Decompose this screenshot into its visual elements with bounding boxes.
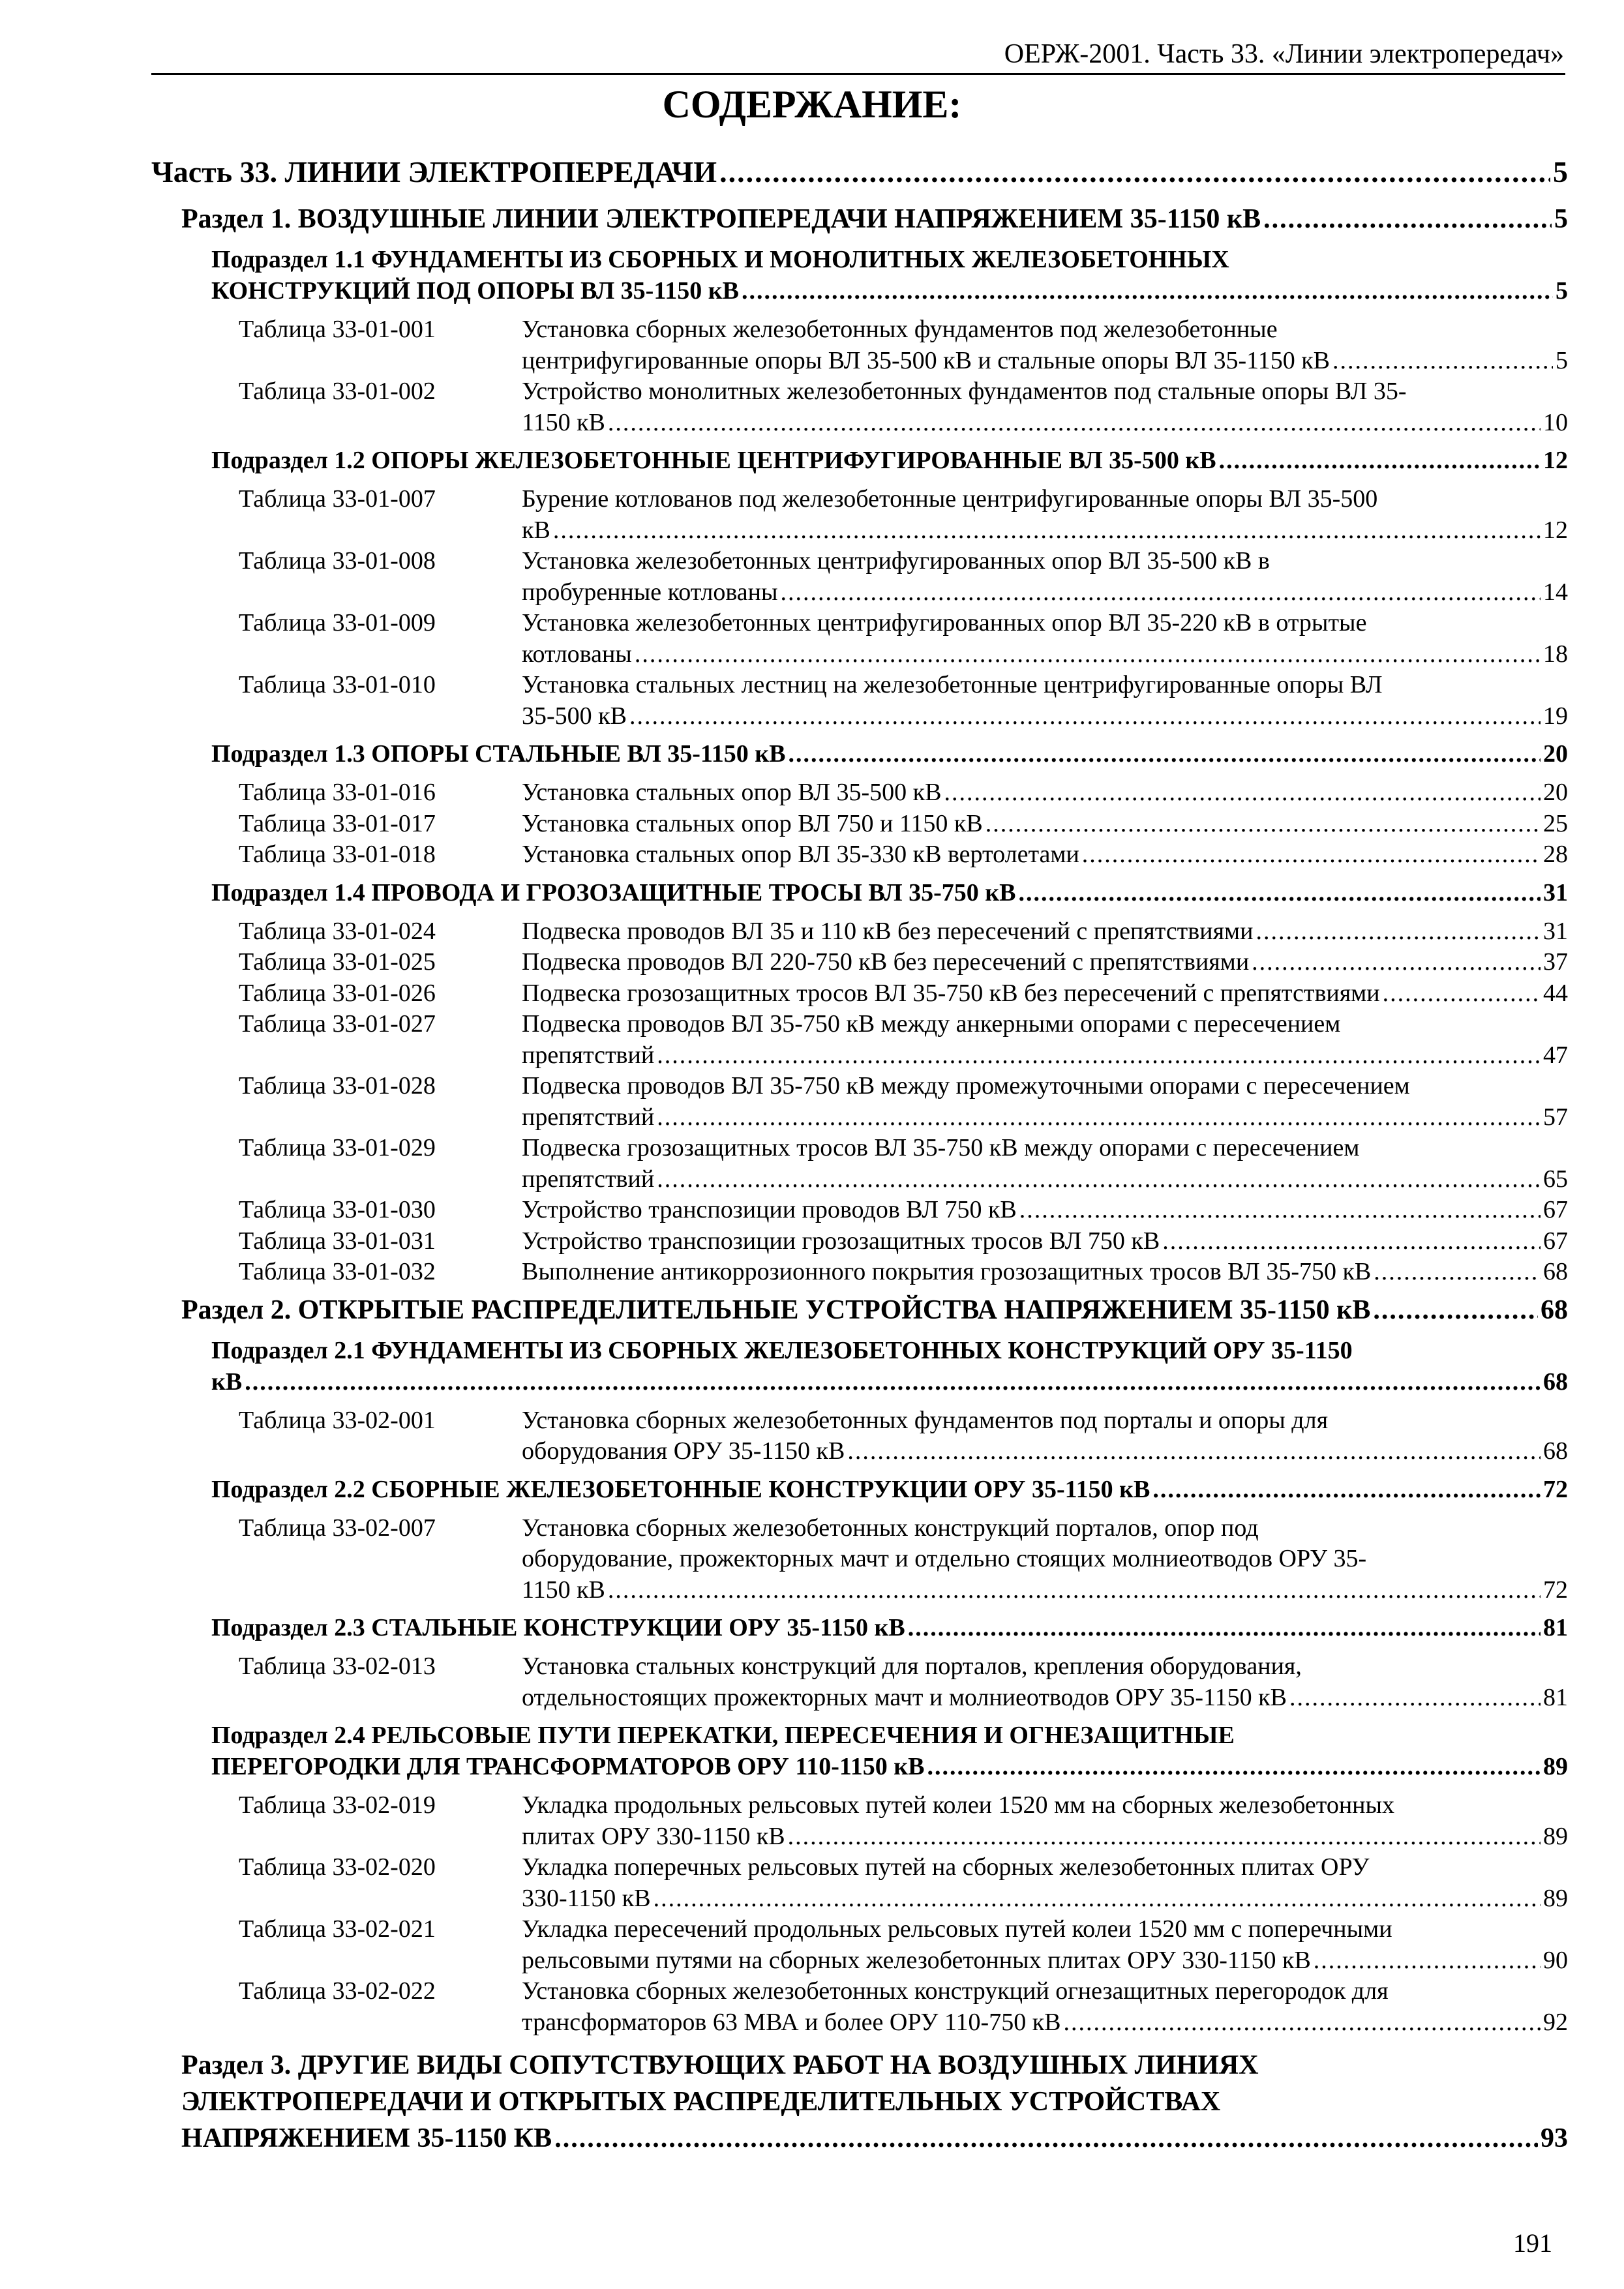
toc-entry-label-line: Установка стальных опор ВЛ 35-330 кВ вертолетами	[522, 841, 1079, 868]
dot-leader	[1374, 1257, 1541, 1288]
toc-page-number: 5	[1556, 277, 1568, 305]
toc-page-number: 5	[1553, 155, 1568, 188]
dot-leader	[908, 1612, 1541, 1643]
toc-entry-table-33-01-017[interactable]	[151, 809, 1568, 840]
table-number: Таблица 33-01-010	[239, 671, 436, 698]
dot-leader	[245, 1366, 1541, 1398]
table-number: Таблица 33-01-001	[239, 316, 436, 343]
toc-page-number: 10	[1543, 408, 1568, 436]
toc-entry-label-line: Раздел 3. ДРУГИЕ ВИДЫ СОПУТСТВУЮЩИХ РАБОТ НА ВОЗДУШНЫХ ЛИНИЯХ	[181, 2050, 1259, 2080]
toc-entry-section-1[interactable]	[151, 201, 1568, 237]
toc-entry-section-2[interactable]	[151, 1292, 1568, 1328]
dot-leader	[1082, 839, 1541, 871]
toc-entry-subsection-2-2[interactable]	[151, 1474, 1568, 1505]
toc-entry-label-line: центрифугированные опоры ВЛ 35-500 кВ и стальные опоры ВЛ 35-1150 кВ	[522, 346, 1331, 374]
dot-leader	[719, 153, 1550, 192]
toc-page-number: 5	[1556, 346, 1568, 374]
toc-entry-label-line: Установка сборных железобетонных фундаментов под порталы и опоры для	[522, 1406, 1329, 1434]
toc-page-number: 68	[1543, 1437, 1568, 1465]
table-number: Таблица 33-01-017	[239, 809, 436, 837]
dot-leader	[847, 1436, 1541, 1467]
toc-entry-label-line: Подвеска проводов ВЛ 35-750 кВ между анкерными опорами с пересечением	[522, 1010, 1341, 1038]
dot-leader	[1018, 877, 1541, 908]
toc-entry-label-line: плитах ОРУ 330-1150 кВ	[522, 1822, 785, 1850]
dot-leader	[608, 1575, 1541, 1606]
dot-leader	[1219, 445, 1541, 476]
toc-entry-subsection-1-3[interactable]	[151, 738, 1568, 770]
toc-page-number: 28	[1543, 841, 1568, 868]
table-number: Таблица 33-01-024	[239, 917, 436, 945]
toc-entry-label-line: оборудование, прожекторных мачт и отдельно стоящих молниеотводов ОРУ 35-	[522, 1545, 1367, 1572]
table-number: Таблица 33-02-007	[239, 1514, 436, 1542]
table-number: Таблица 33-01-028	[239, 1072, 436, 1100]
toc-entry-label-line: Подраздел 1.3 ОПОРЫ СТАЛЬНЫЕ ВЛ 35-1150 кВ	[211, 740, 786, 768]
dot-leader	[1289, 1683, 1541, 1714]
table-number: Таблица 33-01-002	[239, 378, 436, 405]
dot-leader	[1019, 1195, 1541, 1226]
toc-entry-table-33-02-022[interactable]	[151, 1976, 1568, 2038]
toc-page-number: 57	[1543, 1103, 1568, 1131]
toc-entry-table-33-01-001[interactable]	[151, 314, 1568, 376]
toc-entry-label-line: 35-500 кВ	[522, 702, 627, 730]
toc-entry-label-line: Устройство транспозиции грозозащитных тросов ВЛ 750 кВ	[522, 1227, 1160, 1255]
toc-page-number: 81	[1543, 1614, 1568, 1641]
toc-entry-label-line: 1150 кВ	[522, 408, 605, 436]
table-number: Таблица 33-01-016	[239, 779, 436, 806]
toc-page-number: 18	[1543, 640, 1568, 668]
toc-page-number: 67	[1543, 1227, 1568, 1255]
dot-leader	[657, 1164, 1541, 1195]
table-number: Таблица 33-02-019	[239, 1791, 436, 1819]
toc-entry-label-line: Подраздел 1.1 ФУНДАМЕНТЫ ИЗ СБОРНЫХ И МОНОЛИТНЫХ ЖЕЛЕЗОБЕТОННЫХ	[211, 246, 1229, 273]
toc-entry-label-line: 1150 кВ	[522, 1576, 605, 1604]
toc-entry-table-33-01-002[interactable]	[151, 376, 1568, 438]
table-number: Таблица 33-01-030	[239, 1196, 436, 1223]
toc-entry-label-line: препятствий	[522, 1041, 655, 1069]
toc-page-number: 65	[1543, 1165, 1568, 1193]
dot-leader	[1256, 916, 1541, 948]
toc-page-number: 68	[1541, 1294, 1568, 1325]
toc-entry-label-line: Укладка поперечных рельсовых путей на сборных железобетонных плитах ОРУ	[522, 1853, 1370, 1881]
table-number: Таблица 33-01-031	[239, 1227, 436, 1255]
toc-entry-table-33-02-019[interactable]	[151, 1790, 1568, 1852]
table-number: Таблица 33-02-013	[239, 1653, 436, 1680]
toc-entry-label-line: Установка железобетонных центрифугированных опор ВЛ 35-500 кВ в	[522, 547, 1270, 575]
toc-entry-table-33-01-008[interactable]	[151, 546, 1568, 608]
dot-leader	[788, 1821, 1541, 1853]
toc-entry-label-line: Установка стальных опор ВЛ 750 и 1150 кВ	[522, 809, 983, 837]
toc-page-number: 31	[1543, 917, 1568, 945]
toc-entry-section-3[interactable]	[151, 2047, 1568, 2157]
toc-entry-label-line: Установка стальных конструкций для порталов, крепления оборудования,	[522, 1653, 1302, 1680]
toc-entry-label: Раздел 1. ВОЗДУШНЫЕ ЛИНИИ ЭЛЕКТРОПЕРЕДАЧИ НАПРЯЖЕНИЕМ 35-1150 кВ	[181, 204, 1261, 234]
toc-entry-table-33-01-010[interactable]	[151, 670, 1568, 732]
toc-entry-subsection-2-1[interactable]	[151, 1335, 1568, 1398]
toc-entry-label-line: Установка сборных железобетонных фундаментов под железобетонные	[522, 316, 1278, 343]
toc-entry-label-line: НАПРЯЖЕНИЕМ 35-1150 КВ	[181, 2123, 552, 2153]
toc-entry-label-line: Укладка продольных рельсовых путей колеи 1520 мм на сборных железобетонных	[522, 1791, 1395, 1819]
toc-page-number: 89	[1543, 1822, 1568, 1850]
toc-page-number: 12	[1543, 447, 1568, 474]
toc-entry-table-33-01-009[interactable]	[151, 608, 1568, 670]
toc-entry-label-line: Подраздел 1.2 ОПОРЫ ЖЕЛЕЗОБЕТОННЫЕ ЦЕНТРИФУГИРОВАННЫЕ ВЛ 35-500 кВ	[211, 447, 1216, 474]
toc-entry-label-line: трансформаторов 63 МВА и более ОРУ 110-750 кВ	[522, 2008, 1061, 2036]
toc-entry-label-line: КОНСТРУКЦИЙ ПОД ОПОРЫ ВЛ 35-1150 кВ	[211, 277, 739, 305]
toc-page-number: 72	[1543, 1475, 1568, 1503]
table-number: Таблица 33-01-018	[239, 841, 436, 868]
dot-leader	[1373, 1292, 1538, 1328]
toc-page-number: 93	[1541, 2123, 1568, 2153]
toc-page-number: 14	[1543, 578, 1568, 606]
toc-page-number: 68	[1543, 1258, 1568, 1285]
dot-leader	[654, 1883, 1541, 1915]
toc-entry-label-line: Установка стальных лестниц на железобетонные центрифугированные опоры ВЛ	[522, 671, 1383, 698]
toc-entry-label-line: рельсовыми путями на сборных железобетонных плитах ОРУ 330-1150 кВ	[522, 1946, 1311, 1974]
dot-leader	[789, 738, 1541, 770]
toc-entry-label-line: 330-1150 кВ	[522, 1884, 651, 1912]
toc-page-number: 44	[1543, 979, 1568, 1007]
table-number: Таблица 33-01-008	[239, 547, 436, 575]
dot-leader	[635, 639, 1541, 670]
toc-entry-subsection-1-2[interactable]	[151, 445, 1568, 476]
toc-entry-label: Часть 33. ЛИНИИ ЭЛЕКТРОПЕРЕДАЧИ	[151, 155, 717, 188]
table-number: Таблица 33-01-007	[239, 485, 436, 513]
toc-entry-label-line: Установка сборных железобетонных конструкций огнезащитных перегородок для	[522, 1977, 1389, 2005]
toc-entry-label-line: ЭЛЕКТРОПЕРЕДАЧИ И ОТКРЫТЫХ РАСПРЕДЕЛИТЕЛЬНЫХ УСТРОЙСТВАХ	[181, 2087, 1221, 2117]
toc-entry-label-line: Подраздел 2.1 ФУНДАМЕНТЫ ИЗ СБОРНЫХ ЖЕЛЕЗОБЕТОННЫХ КОНСТРУКЦИЙ ОРУ 35-1150	[211, 1336, 1353, 1364]
toc-page-number: 89	[1543, 1884, 1568, 1912]
toc-entry-label-line: Установка сборных железобетонных конструкций порталов, опор под	[522, 1514, 1259, 1542]
toc-page-number: 12	[1543, 516, 1568, 544]
table-number: Таблица 33-01-032	[239, 1258, 436, 1285]
toc-entry-table-33-02-007[interactable]	[151, 1513, 1568, 1606]
toc-entry-table-33-02-020[interactable]	[151, 1852, 1568, 1914]
toc-entry-table-33-01-016[interactable]	[151, 777, 1568, 809]
page-number: 191	[1513, 2228, 1552, 2258]
toc-page-number: 25	[1543, 809, 1568, 837]
toc-entry-label-line: Подвеска грозозащитных тросов ВЛ 35-750 кВ между опорами с пересечением	[522, 1134, 1360, 1161]
toc-page-number: 81	[1543, 1683, 1568, 1711]
toc-entry-table-33-02-021[interactable]	[151, 1914, 1568, 1976]
toc-page-number: 37	[1543, 948, 1568, 976]
dot-leader	[553, 515, 1541, 546]
table-of-contents	[151, 153, 1568, 2163]
toc-entry-label-line: препятствий	[522, 1103, 655, 1131]
dot-leader	[1162, 1226, 1541, 1257]
dot-leader	[1314, 1945, 1541, 1977]
toc-entry-table-33-01-032[interactable]	[151, 1257, 1568, 1288]
toc-entry-label-line: препятствий	[522, 1165, 655, 1193]
dot-leader	[629, 701, 1541, 732]
toc-entry-table-33-01-007[interactable]	[151, 484, 1568, 546]
dot-leader	[944, 777, 1541, 809]
toc-entry-table-33-01-025[interactable]	[151, 947, 1568, 978]
toc-entry-label-line: Выполнение антикоррозионного покрытия грозозащитных тросов ВЛ 35-750 кВ	[522, 1258, 1372, 1285]
toc-entry-label-line: Подраздел 2.4 РЕЛЬСОВЫЕ ПУТИ ПЕРЕКАТКИ, ПЕРЕСЕЧЕНИЯ И ОГНЕЗАЩИТНЫЕ	[211, 1722, 1235, 1749]
toc-entry-subsection-1-4[interactable]	[151, 877, 1568, 908]
dot-leader	[985, 809, 1541, 840]
table-number: Таблица 33-02-020	[239, 1853, 436, 1881]
toc-page-number: 92	[1543, 2008, 1568, 2036]
toc-entry-label-line: пробуренные котлованы	[522, 578, 778, 606]
toc-entry-label-line: отдельностоящих прожекторных мачт и молниеотводов ОРУ 35-1150 кВ	[522, 1683, 1287, 1711]
table-number: Таблица 33-01-027	[239, 1010, 436, 1038]
toc-entry-table-33-01-027[interactable]	[151, 1009, 1568, 1071]
toc-entry-table-33-01-030[interactable]	[151, 1195, 1568, 1226]
toc-entry-label-line: Бурение котлованов под железобетонные центрифугированные опоры ВЛ 35-500	[522, 485, 1378, 513]
toc-entry-table-33-01-018[interactable]	[151, 839, 1568, 871]
toc-entry-label-line: ПЕРЕГОРОДКИ ДЛЯ ТРАНСФОРМАТОРОВ ОРУ 110-1150 кВ	[211, 1753, 925, 1780]
dot-leader	[1064, 2007, 1541, 2039]
table-number: Таблица 33-02-001	[239, 1406, 436, 1434]
toc-page-number: 31	[1543, 878, 1568, 906]
toc-page-number: 90	[1543, 1946, 1568, 1974]
toc-entry-label: Раздел 2. ОТКРЫТЫЕ РАСПРЕДЕЛИТЕЛЬНЫЕ УСТРОЙСТВА НАПРЯЖЕНИЕМ 35-1150 кВ	[181, 1294, 1371, 1325]
table-number: Таблица 33-01-025	[239, 948, 436, 976]
dot-leader	[657, 1102, 1541, 1133]
dot-leader	[554, 2120, 1538, 2157]
toc-entry-table-33-01-026[interactable]	[151, 978, 1568, 1010]
dot-leader	[608, 408, 1541, 439]
toc-entry-table-33-01-029[interactable]	[151, 1133, 1568, 1195]
toc-entry-label-line: Установка железобетонных центрифугированных опор ВЛ 35-220 кВ в отрытые	[522, 609, 1367, 636]
table-number: Таблица 33-01-026	[239, 979, 436, 1007]
dot-leader	[1332, 346, 1553, 377]
running-header: ОЕРЖ-2001. Часть 33. «Линии электропередач»	[1004, 39, 1564, 69]
dot-leader	[1152, 1474, 1541, 1505]
toc-page-number: 67	[1543, 1196, 1568, 1223]
toc-entry-label-line: Устройство монолитных железобетонных фундаментов под стальные опоры ВЛ 35-	[522, 378, 1407, 405]
toc-entry-subsection-2-3[interactable]	[151, 1612, 1568, 1643]
dot-leader	[1263, 201, 1552, 237]
toc-entry-label-line: Устройство транспозиции проводов ВЛ 750 кВ	[522, 1196, 1017, 1223]
toc-entry-table-33-02-013[interactable]	[151, 1651, 1568, 1713]
table-number: Таблица 33-01-009	[239, 609, 436, 636]
toc-entry-table-33-01-028[interactable]	[151, 1071, 1568, 1133]
toc-entry-label-line: Установка стальных опор ВЛ 35-500 кВ	[522, 779, 942, 806]
toc-entry-label-line: Подвеска проводов ВЛ 35-750 кВ между промежуточными опорами с пересечением	[522, 1072, 1410, 1100]
toc-entry-label-line: Укладка пересечений продольных рельсовых путей колеи 1520 мм с поперечными	[522, 1915, 1392, 1943]
toc-page-number: 20	[1543, 740, 1568, 768]
table-number: Таблица 33-02-021	[239, 1915, 436, 1943]
dot-leader	[781, 577, 1541, 608]
toc-page-number: 47	[1543, 1041, 1568, 1069]
dot-leader	[657, 1040, 1541, 1071]
toc-entry-label-line: Подраздел 2.2 СБОРНЫЕ ЖЕЛЕЗОБЕТОННЫЕ КОНСТРУКЦИИ ОРУ 35-1150 кВ	[211, 1475, 1150, 1503]
toc-entry-label-line: кВ	[211, 1368, 243, 1396]
toc-entry-table-33-01-024[interactable]	[151, 916, 1568, 948]
toc-page-number: 19	[1543, 702, 1568, 730]
header-divider	[151, 73, 1565, 75]
dot-leader	[1383, 978, 1541, 1010]
dot-leader	[742, 275, 1553, 307]
toc-entry-label-line: Подвеска грозозащитных тросов ВЛ 35-750 кВ без пересечений с препятствиями	[522, 979, 1380, 1007]
toc-entry-label-line: Подвеска проводов ВЛ 220-750 кВ без пересечений с препятствиями	[522, 948, 1250, 976]
toc-entry-label-line: Подраздел 1.4 ПРОВОДА И ГРОЗОЗАЩИТНЫЕ ТРОСЫ ВЛ 35-750 кВ	[211, 878, 1016, 906]
table-number: Таблица 33-02-022	[239, 1977, 436, 2005]
toc-entry-subsection-1-1[interactable]	[151, 244, 1568, 307]
toc-entry-part-33[interactable]	[151, 153, 1568, 192]
toc-entry-label-line: оборудования ОРУ 35-1150 кВ	[522, 1437, 845, 1465]
toc-page-number: 72	[1543, 1576, 1568, 1604]
dot-leader	[1252, 947, 1541, 978]
table-number: Таблица 33-01-029	[239, 1134, 436, 1161]
toc-page-number: 89	[1543, 1753, 1568, 1780]
toc-entry-label-line: Подвеска проводов ВЛ 35 и 110 кВ без пересечений с препятствиями	[522, 917, 1254, 945]
toc-entry-table-33-02-001[interactable]	[151, 1405, 1568, 1467]
dot-leader	[927, 1751, 1541, 1782]
toc-entry-label-line: Подраздел 2.3 СТАЛЬНЫЕ КОНСТРУКЦИИ ОРУ 35-1150 кВ	[211, 1614, 905, 1641]
toc-entry-subsection-2-4[interactable]	[151, 1720, 1568, 1782]
toc-page-number: 5	[1554, 204, 1568, 234]
toc-entry-label-line: котлованы	[522, 640, 632, 668]
toc-page-number: 68	[1543, 1368, 1568, 1396]
toc-page-number: 20	[1543, 779, 1568, 806]
page-title: СОДЕРЖАНИЕ:	[662, 83, 962, 126]
toc-entry-table-33-01-031[interactable]	[151, 1226, 1568, 1257]
toc-entry-label-line: кВ	[522, 516, 550, 544]
